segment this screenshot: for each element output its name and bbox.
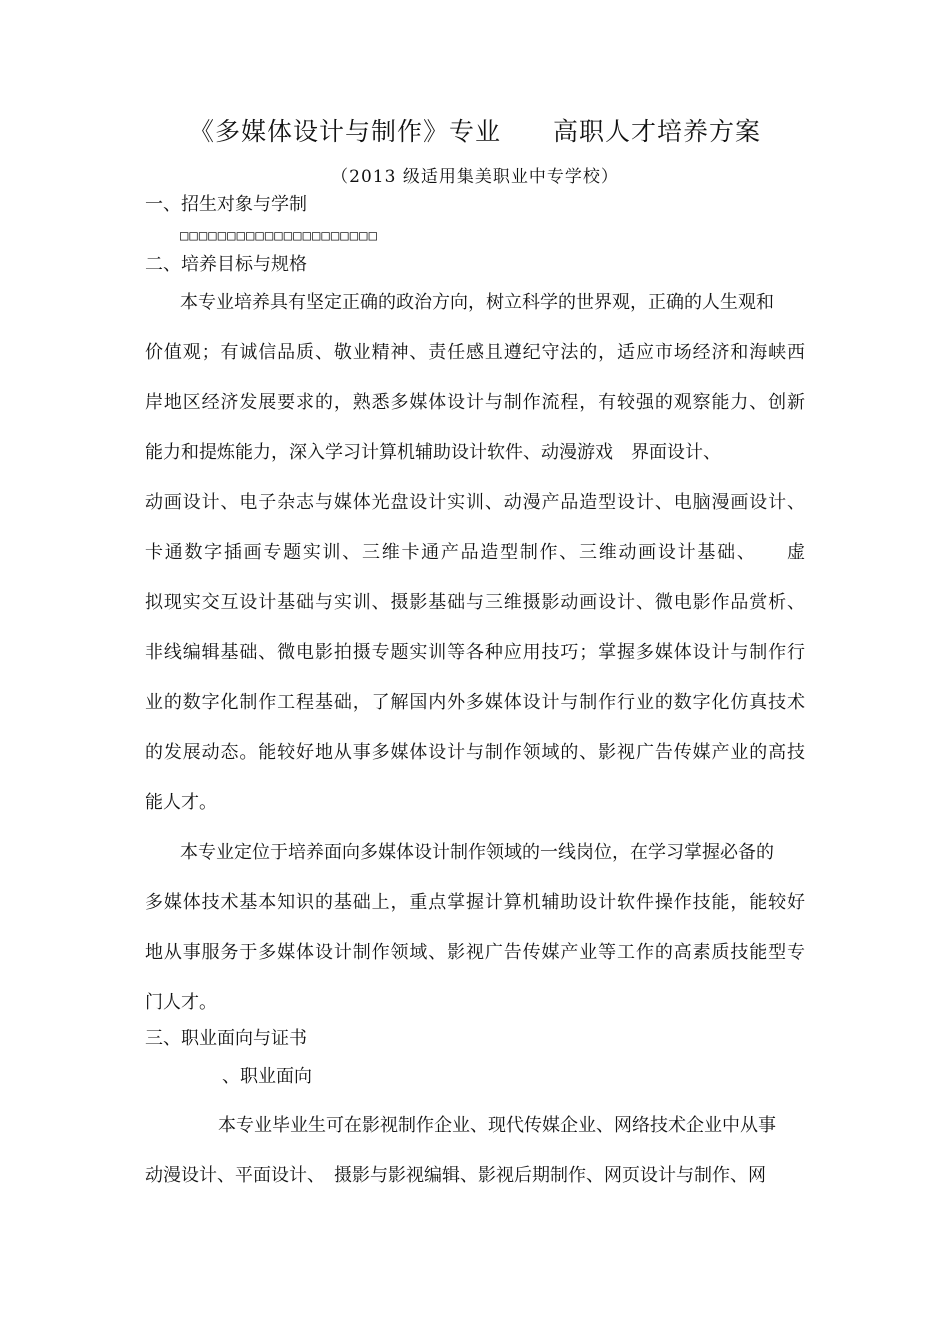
paragraph-3-line: 动漫设计、平面设计、 摄影与影视编辑、影视后期制作、网页设计与制作、网 [145,1165,766,1186]
section-heading-2: 二、培养目标与规格 [145,254,307,275]
paragraph-1-line: 的发展动态。能较好地从事多媒体设计与制作领域的、影视广告传媒产业的高技 [145,742,805,763]
paragraph-3-line: 本专业毕业生可在影视制作企业、现代传媒企业、网络技术企业中从事 [218,1115,776,1136]
paragraph-1-line: 岸地区经济发展要求的，熟悉多媒体设计与制作流程，有较强的观察能力、创新 [145,392,805,413]
unrendered-glyph-line: □□□□□□□□□□□□□□□□□□□□□ [180,228,379,244]
paragraph-1-line: 业的数字化制作工程基础，了解国内外多媒体设计与制作行业的数字化仿真技术 [145,692,805,713]
paragraph-2-line: 地从事服务于多媒体设计制作领域、影视广告传媒产业等工作的高素质技能型专 [145,942,805,963]
paragraph-1-line: 拟现实交互设计基础与实训、摄影基础与三维摄影动画设计、微电影作品赏析、 [145,592,805,613]
section-heading-3: 三、职业面向与证书 [145,1028,307,1049]
document-title: 《多媒体设计与制作》专业 高职人才培养方案 [188,117,761,146]
paragraph-2-line: 门人才。 [145,992,217,1013]
paragraph-1-line: 价值观；有诚信品质、敬业精神、责任感且遵纪守法的，适应市场经济和海峡西 [145,342,805,363]
paragraph-1-line: 能力和提炼能力，深入学习计算机辅助设计软件、动漫游戏 界面设计、 [145,442,721,463]
paragraph-2-line: 多媒体技术基本知识的基础上，重点掌握计算机辅助设计软件操作技能，能较好 [145,892,805,913]
paragraph-2-line: 本专业定位于培养面向多媒体设计制作领域的一线岗位，在学习掌握必备的 [180,842,774,863]
document-subtitle: （2013 级适用集美职业中专学校） [331,167,619,187]
subsection-heading: 、职业面向 [222,1066,312,1087]
paragraph-1-line: 非线编辑基础、微电影拍摄专题实训等各种应用技巧；掌握多媒体设计与制作行 [145,642,805,663]
paragraph-1-line: 卡通数字插画专题实训、三维卡通产品造型制作、三维动画设计基础、 虚 [145,542,805,563]
paragraph-1-line: 动画设计、电子杂志与媒体光盘设计实训、动漫产品造型设计、电脑漫画设计、 [145,492,805,513]
paragraph-1-line: 能人才。 [145,792,217,813]
section-heading-1: 一、招生对象与学制 [145,194,307,215]
paragraph-1-line: 本专业培养具有坚定正确的政治方向，树立科学的世界观，正确的人生观和 [180,292,774,313]
